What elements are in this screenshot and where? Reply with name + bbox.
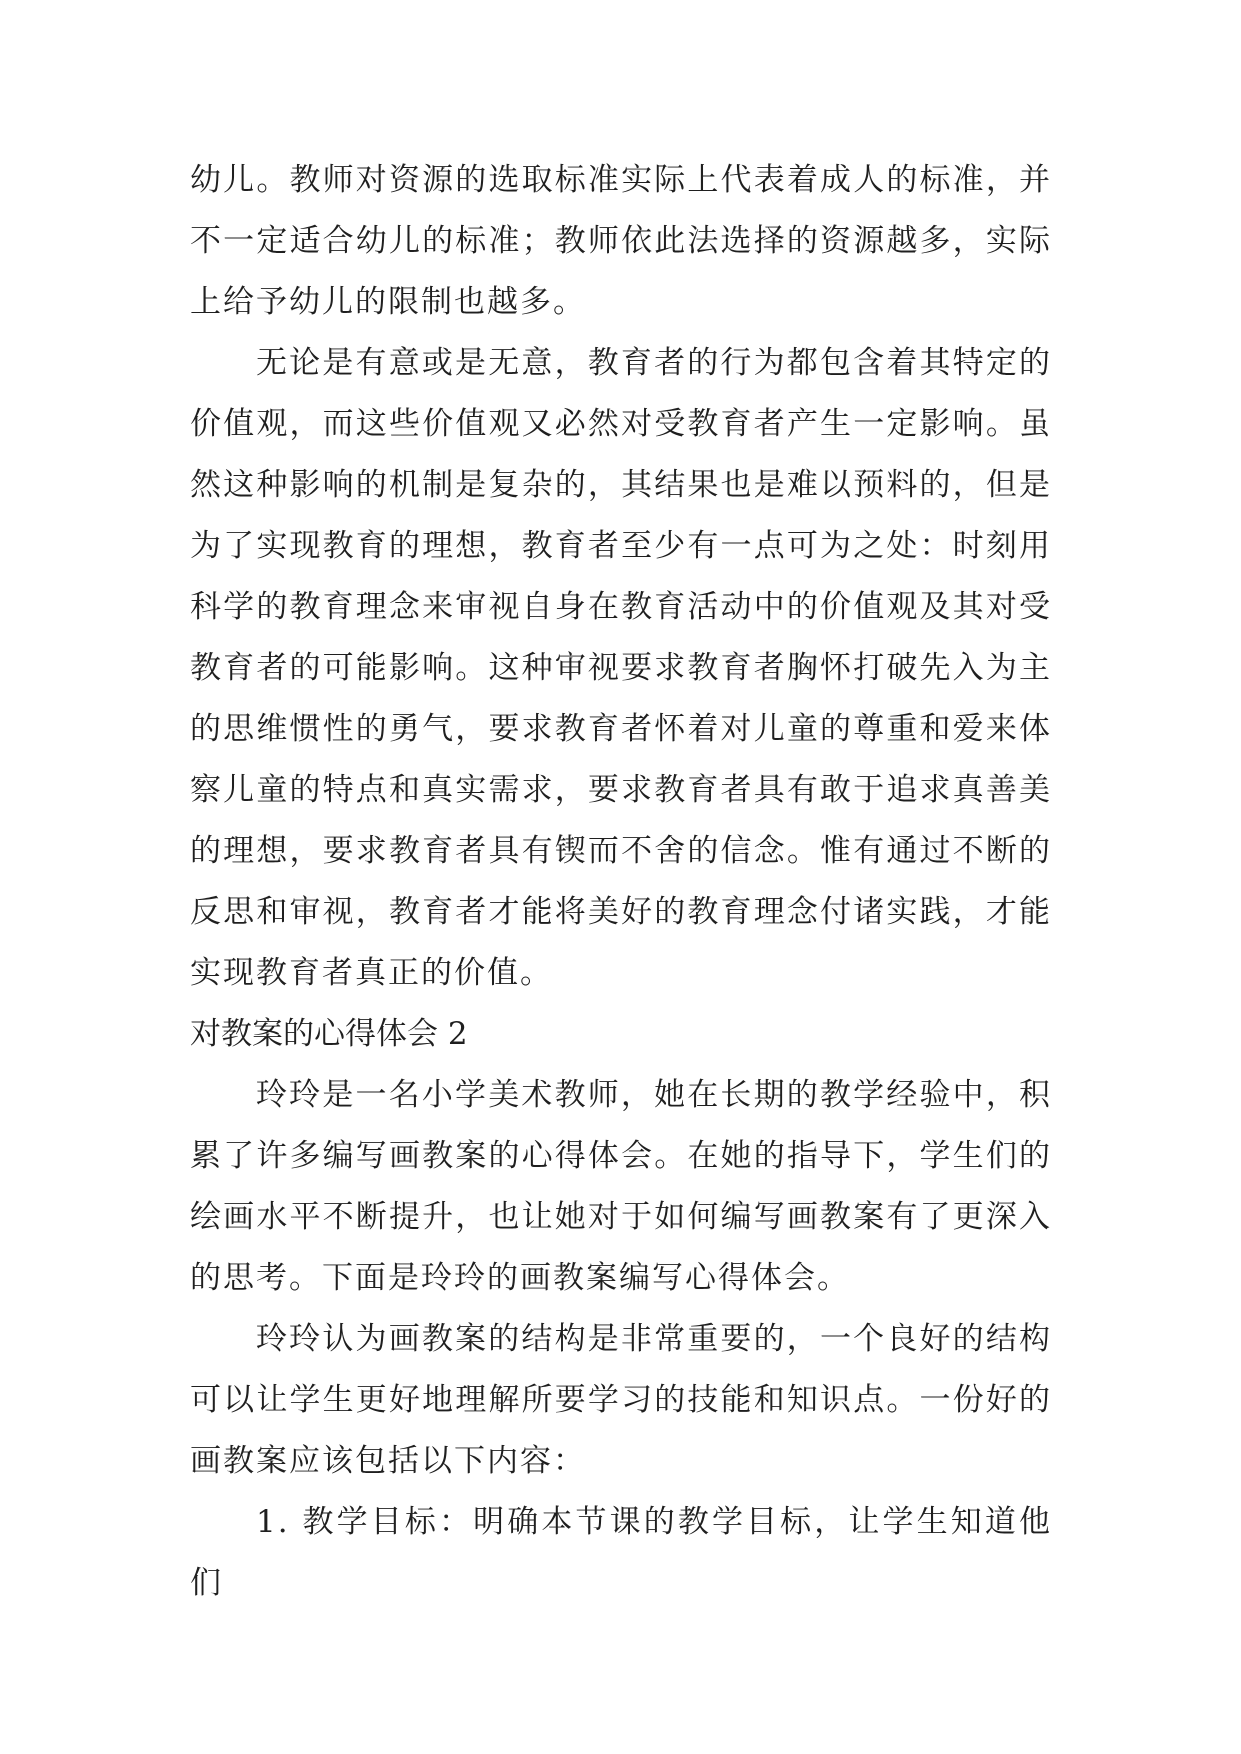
paragraph-intro: 玲玲是一名小学美术教师，她在长期的教学经验中，积累了许多编写画教案的心得体会。在她的指导下，学生们的绘画水平不断提升，也让她对于如何编写画教案有了更深入的思考。下面是玲玲的画教案编写心得体会。 [190, 1077, 1052, 1296]
section-heading: 对教案的心得体会 2 [190, 1016, 468, 1052]
paragraph-values: 无论是有意或是无意，教育者的行为都包含着其特定的价值观，而这些价值观又必然对受教育者产生一定影响。虽然这种影响的机制是复杂的，其结果也是难以预料的，但是为了实现教育的理想，教育者至少有一点可为之处：时刻用科学的教育理念来审视自身在教育活动中的价值观及其对受教育者的可能影响。这种审视要求教育者胸怀打破先入为主的思维惯性的勇气，要求教育者怀着对儿童的尊重和爱来体察儿童的特点和真实需求，要求教育者具有敢于追求真善美的理想，要求教育者具有锲而不舍的信念。惟有通过不断的反思和审视，教育者才能将美好的教育理念付诸实践，才能实现教育者真正的价值。 [190, 345, 1052, 991]
document-body [190, 150, 1052, 1614]
list-item-teaching-goal: 1. 教学目标：明确本节课的教学目标，让学生知道他们 [190, 1504, 1052, 1601]
paragraph-continuation: 幼儿。教师对资源的选取标准实际上代表着成人的标准，并不一定适合幼儿的标准；教师依此法选择的资源越多，实际上给予幼儿的限制也越多。 [190, 162, 1052, 320]
paragraph-structure: 玲玲认为画教案的结构是非常重要的，一个良好的结构可以让学生更好地理解所要学习的技能和知识点。一份好的画教案应该包括以下内容： [190, 1321, 1052, 1479]
